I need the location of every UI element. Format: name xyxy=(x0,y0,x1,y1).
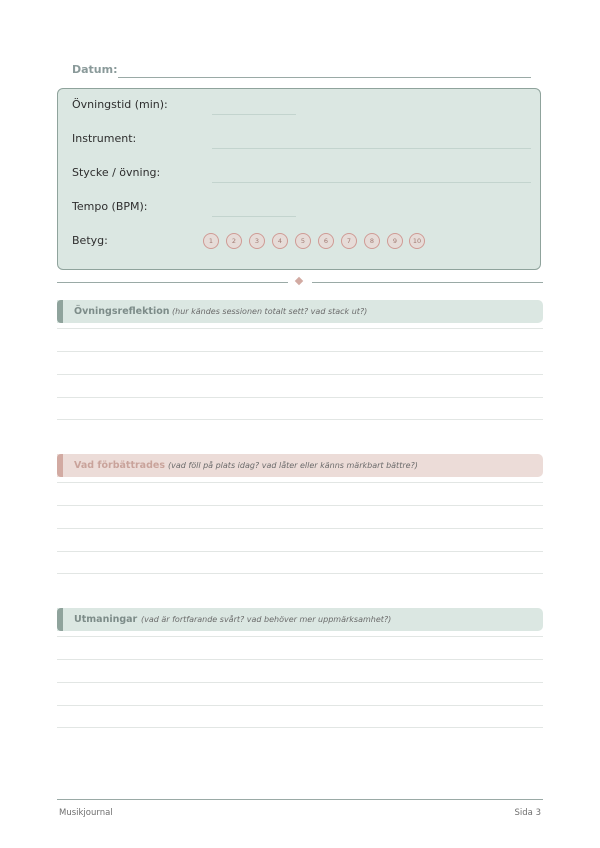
tempo-label: Tempo (BPM): xyxy=(72,200,148,213)
tempo-field[interactable] xyxy=(212,216,296,217)
rating-circle-4[interactable]: 4 xyxy=(272,233,288,249)
rating-circle-7[interactable]: 7 xyxy=(341,233,357,249)
divider-diamond-icon xyxy=(295,277,303,285)
section-accent-bar xyxy=(57,608,63,631)
writing-line[interactable] xyxy=(57,573,543,574)
writing-line[interactable] xyxy=(57,482,543,483)
writing-line[interactable] xyxy=(57,419,543,420)
section-hint-reflection: (hur kändes sessionen totalt sett? vad stack ut?) xyxy=(172,307,368,316)
rating-label: Betyg: xyxy=(72,234,108,247)
footer-journal-name: Musikjournal xyxy=(59,808,113,818)
rating-circle-10[interactable]: 10 xyxy=(409,233,425,249)
rating-circle-8[interactable]: 8 xyxy=(364,233,380,249)
section-title-challenges: Utmaningar xyxy=(74,614,138,625)
writing-line[interactable] xyxy=(57,705,543,706)
rating-circle-5[interactable]: 5 xyxy=(295,233,311,249)
section-title-improved: Vad förbättrades xyxy=(74,460,165,471)
rating-circle-2[interactable]: 2 xyxy=(226,233,242,249)
rating-circle-3[interactable]: 3 xyxy=(249,233,265,249)
section-accent-bar xyxy=(57,300,63,323)
writing-line[interactable] xyxy=(57,551,543,552)
writing-line[interactable] xyxy=(57,505,543,506)
writing-line[interactable] xyxy=(57,636,543,637)
writing-line[interactable] xyxy=(57,682,543,683)
divider-left xyxy=(57,282,288,283)
section-title-reflection: Övningsreflektion xyxy=(74,306,170,317)
practice-time-field[interactable] xyxy=(212,114,296,115)
practice-time-label: Övningstid (min): xyxy=(72,98,168,111)
footer-page-number: Sida 3 xyxy=(514,808,541,818)
divider-right xyxy=(312,282,543,283)
section-accent-bar xyxy=(57,454,63,477)
piece-field[interactable] xyxy=(212,182,531,183)
rating-circle-9[interactable]: 9 xyxy=(387,233,403,249)
writing-line[interactable] xyxy=(57,351,543,352)
writing-line[interactable] xyxy=(57,374,543,375)
date-label: Datum: xyxy=(72,63,118,76)
writing-line[interactable] xyxy=(57,659,543,660)
footer-divider xyxy=(57,799,543,800)
rating-circle-6[interactable]: 6 xyxy=(318,233,334,249)
section-hint-challenges: (vad är fortfarande svårt? vad behöver mer uppmärksamhet?) xyxy=(141,615,392,624)
writing-line[interactable] xyxy=(57,727,543,728)
instrument-field[interactable] xyxy=(212,148,531,149)
piece-label: Stycke / övning: xyxy=(72,166,161,179)
instrument-label: Instrument: xyxy=(72,132,137,145)
writing-line[interactable] xyxy=(57,528,543,529)
writing-line[interactable] xyxy=(57,397,543,398)
rating-circle-1[interactable]: 1 xyxy=(203,233,219,249)
section-hint-improved: (vad föll på plats idag? vad låter eller känns märkbart bättre?) xyxy=(168,461,418,470)
date-input-line[interactable] xyxy=(118,77,531,78)
writing-line[interactable] xyxy=(57,328,543,329)
